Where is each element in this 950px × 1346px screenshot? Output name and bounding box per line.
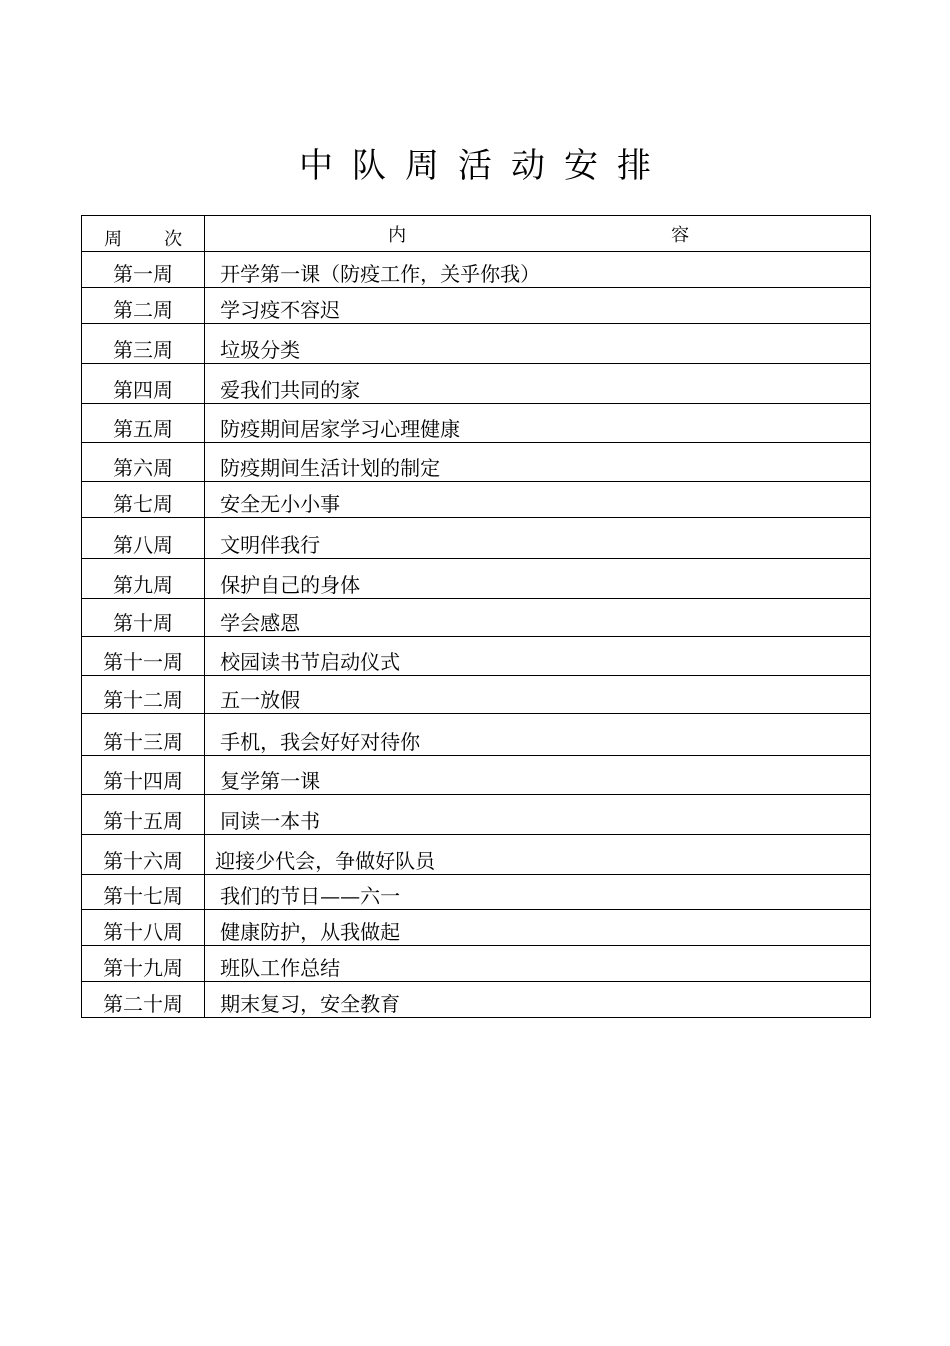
header-content (205, 216, 871, 252)
table-row (82, 443, 871, 482)
table-row (82, 875, 871, 910)
title-char: 活 (458, 146, 492, 186)
title-char: 周 (405, 146, 439, 186)
content-cell: 垃圾分类 (205, 324, 871, 364)
content-cell: 学会感恩 (205, 599, 871, 637)
title-char: 安 (564, 146, 598, 186)
header-week-char: 次 (164, 229, 183, 250)
content-cell: 复学第一课 (205, 756, 871, 795)
table-row (82, 714, 871, 756)
content-cell: 同读一本书 (205, 795, 871, 835)
page-title (0, 140, 950, 192)
week-cell: 第十八周 (82, 910, 205, 946)
week-cell: 第十七周 (82, 875, 205, 910)
table-row (82, 982, 871, 1018)
header-week (82, 216, 205, 252)
table-row (82, 946, 871, 982)
week-cell: 第四周 (82, 364, 205, 404)
content-cell: 五一放假 (205, 676, 871, 714)
week-cell: 第十三周 (82, 714, 205, 756)
title-char: 队 (352, 146, 386, 186)
table-row (82, 795, 871, 835)
content-cell: 安全无小小事 (205, 482, 871, 518)
week-cell: 第二十周 (82, 982, 205, 1018)
table-row (82, 756, 871, 795)
week-cell: 第十周 (82, 599, 205, 637)
content-cell: 我们的节日——六一 (205, 875, 871, 910)
content-cell: 文明伴我行 (205, 518, 871, 559)
content-cell: 健康防护，从我做起 (205, 910, 871, 946)
title-char: 排 (617, 146, 651, 186)
table-row (82, 482, 871, 518)
header-content-char: 内 (388, 224, 407, 246)
week-cell: 第五周 (82, 404, 205, 443)
content-cell: 手机，我会好好对待你 (205, 714, 871, 756)
week-cell: 第一周 (82, 252, 205, 288)
week-cell: 第八周 (82, 518, 205, 559)
table-row (82, 910, 871, 946)
content-cell: 防疫期间生活计划的制定 (205, 443, 871, 482)
content-cell: 开学第一课（防疫工作，关乎你我） (205, 252, 871, 288)
week-cell: 第六周 (82, 443, 205, 482)
content-cell: 校园读书节启动仪式 (205, 637, 871, 676)
table-row (82, 252, 871, 288)
table-row (82, 324, 871, 364)
table-row (82, 676, 871, 714)
table-row (82, 835, 871, 875)
week-cell: 第二周 (82, 288, 205, 324)
table-row (82, 364, 871, 404)
content-cell: 防疫期间居家学习心理健康 (205, 404, 871, 443)
week-cell: 第十四周 (82, 756, 205, 795)
header-week-char: 周 (104, 229, 123, 250)
table-header-row (82, 216, 871, 252)
header-content-char: 容 (671, 224, 690, 246)
content-cell: 班队工作总结 (205, 946, 871, 982)
week-cell: 第十九周 (82, 946, 205, 982)
content-cell: 迎接少代会，争做好队员 (205, 835, 871, 875)
week-cell: 第十五周 (82, 795, 205, 835)
table-row (82, 599, 871, 637)
content-cell: 学习疫不容迟 (205, 288, 871, 324)
title-char: 动 (511, 146, 545, 186)
week-cell: 第三周 (82, 324, 205, 364)
table-row (82, 518, 871, 559)
week-cell: 第十六周 (82, 835, 205, 875)
table-row (82, 288, 871, 324)
week-cell: 第九周 (82, 559, 205, 599)
content-cell: 爱我们共同的家 (205, 364, 871, 404)
content-cell: 期末复习，安全教育 (205, 982, 871, 1018)
title-char: 中 (299, 146, 333, 186)
content-cell: 保护自己的身体 (205, 559, 871, 599)
table-row (82, 559, 871, 599)
week-cell: 第十一周 (82, 637, 205, 676)
table-row (82, 637, 871, 676)
table-row (82, 404, 871, 443)
week-cell: 第十二周 (82, 676, 205, 714)
week-cell: 第七周 (82, 482, 205, 518)
schedule-table (81, 215, 871, 1018)
